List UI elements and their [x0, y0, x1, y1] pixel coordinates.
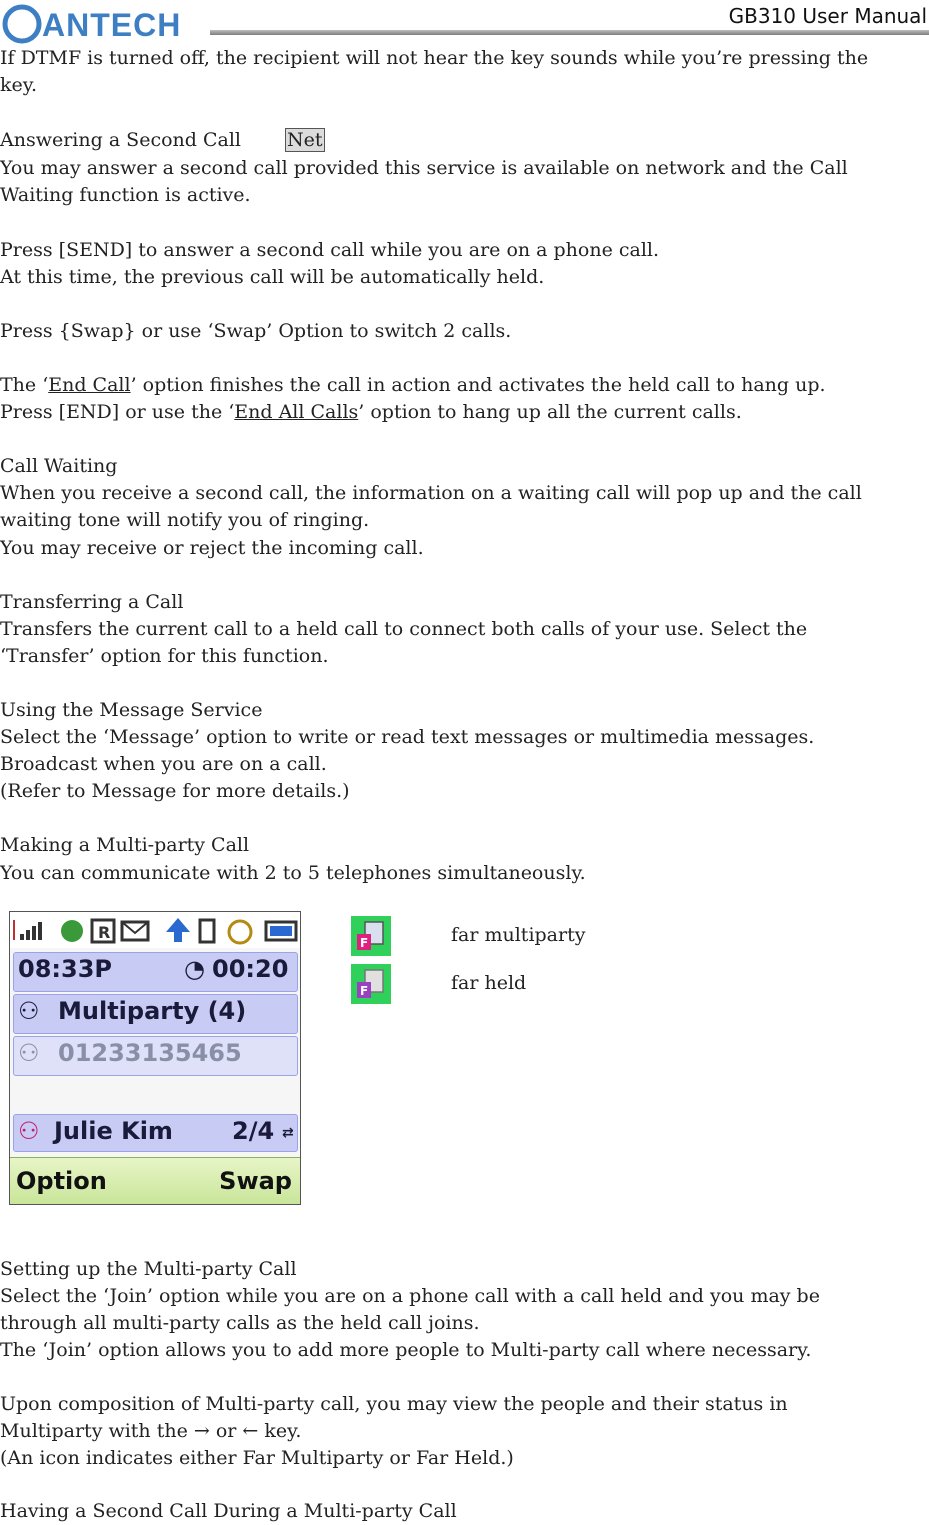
call-duration: 00:20	[212, 955, 289, 983]
upload-icon	[166, 918, 190, 942]
end-all-link: End All Calls	[234, 401, 359, 423]
contact-row[interactable]	[13, 1114, 298, 1152]
softkey-bar	[10, 1157, 300, 1204]
transfer-text-1: Transfers the current call to a held call to connect both calls of your use. Select the	[0, 618, 808, 640]
duration-icon: ◔	[184, 955, 205, 983]
dtmf-text-2: key.	[0, 74, 38, 96]
multi-party-text-1: You can communicate with 2 to 5 telephones simultaneously.	[0, 862, 586, 884]
setup-heading: Setting up the Multi-party Call	[0, 1258, 297, 1280]
call-waiting-text-2: waiting tone will notify you of ringing.	[0, 509, 370, 531]
pantech-logo	[2, 2, 208, 44]
message-heading: Using the Message Service	[0, 699, 263, 721]
far-multiparty-icon	[351, 916, 391, 956]
second-call-text-2: Waiting function is active.	[0, 184, 251, 206]
end-call-text	[0, 372, 826, 399]
page-header	[0, 0, 929, 46]
contact-name: Julie Kim	[54, 1117, 173, 1145]
phone-screen	[9, 911, 301, 1205]
dtmf-text-1: If DTMF is turned off, the recipient will not hear the key sounds while you’re pressing the	[0, 47, 869, 69]
swap-text: Press {Swap} or use ‘Swap’ Option to switch 2 calls.	[0, 320, 512, 342]
call-waiting-text-3: You may receive or reject the incoming call.	[0, 537, 424, 559]
svg-text:F: F	[360, 936, 369, 950]
message-text-1: Select the ‘Message’ option to write or read text messages or multimedia messages.	[0, 726, 815, 748]
compose-text-3: (An icon indicates either Far Multiparty or Far Held.)	[0, 1447, 514, 1469]
svg-text:F: F	[360, 984, 369, 998]
setup-text-3: The ‘Join’ option allows you to add more people to Multi-party call where necessary.	[0, 1339, 812, 1361]
setup-text-2: through all multi-party calls as the held call joins.	[0, 1312, 480, 1334]
end-call-link: End Call	[48, 374, 131, 396]
call-waiting-text-1: When you receive a second call, the information on a waiting call will pop up and the call	[0, 482, 862, 504]
send-text-2: At this time, the previous call will be automatically held.	[0, 266, 545, 288]
transfer-text-2: ‘Transfer’ option for this function.	[0, 645, 329, 667]
far-held-label: far held	[451, 972, 527, 994]
scroll-arrows-icon: ⇄	[282, 1125, 294, 1141]
far-held-icon	[351, 964, 391, 1004]
end-call-post: ’ option finishes the call in action and activates the held call to hang up.	[130, 374, 826, 396]
held-icon: ⚇	[18, 1039, 40, 1067]
multi-party-heading: Making a Multi-party Call	[0, 834, 250, 856]
roaming-icon	[92, 920, 114, 942]
swap-softkey[interactable]: Swap	[219, 1167, 292, 1195]
time-bar	[13, 952, 298, 992]
second-multi-heading: Having a Second Call During a Multi-party Call	[0, 1500, 457, 1522]
compose-text-1: Upon composition of Multi-party call, you may view the people and their status in	[0, 1393, 788, 1415]
far-multiparty-label: far multiparty	[451, 924, 586, 946]
signal-icon	[14, 920, 42, 940]
second-call-heading-text: Answering a Second Call	[0, 129, 241, 151]
setup-text-1: Select the ‘Join’ option while you are on a phone call with a call held and you may be	[0, 1285, 820, 1307]
manual-title: GB310 User Manual	[728, 4, 927, 28]
net-badge: Net	[286, 129, 323, 151]
end-all-post: ’ option to hang up all the current calls.	[358, 401, 742, 423]
end-call-pre: The ‘	[0, 374, 49, 396]
alarm-icon	[229, 921, 251, 943]
call-icon	[61, 920, 83, 942]
multiparty-label: Multiparty (4)	[58, 997, 247, 1025]
compose-text-2: Multiparty with the → or ← key.	[0, 1420, 302, 1442]
message-icon	[122, 922, 148, 940]
svg-text:R: R	[98, 923, 111, 942]
status-bar	[10, 912, 300, 948]
header-rule	[210, 30, 929, 35]
send-text-1: Press [SEND] to answer a second call while you are on a phone call.	[0, 239, 660, 261]
second-call-heading	[0, 127, 325, 154]
option-softkey[interactable]: Option	[16, 1167, 107, 1195]
held-number-row[interactable]	[13, 1036, 298, 1076]
contact-count: 2/4	[232, 1117, 275, 1145]
svg-text:ANTECH: ANTECH	[42, 7, 182, 43]
message-text-3: (Refer to Message for more details.)	[0, 780, 350, 802]
battery-icon	[266, 922, 296, 940]
multiparty-row[interactable]	[13, 994, 298, 1034]
second-call-text-1: You may answer a second call provided this service is available on network and the Call	[0, 157, 848, 179]
status-icons	[10, 912, 300, 948]
call-waiting-heading: Call Waiting	[0, 455, 118, 477]
vibrate-icon	[200, 920, 214, 942]
message-text-2: Broadcast when you are on a call.	[0, 753, 327, 775]
end-all-text	[0, 399, 742, 426]
contact-icon: ⚇	[18, 1117, 40, 1145]
multiparty-icon: ⚇	[18, 997, 40, 1025]
clock-time: 08:33P	[18, 955, 112, 983]
held-number: 01233135465	[58, 1039, 242, 1067]
transfer-heading: Transferring a Call	[0, 591, 184, 613]
end-all-pre: Press [END] or use the ‘	[0, 401, 235, 423]
